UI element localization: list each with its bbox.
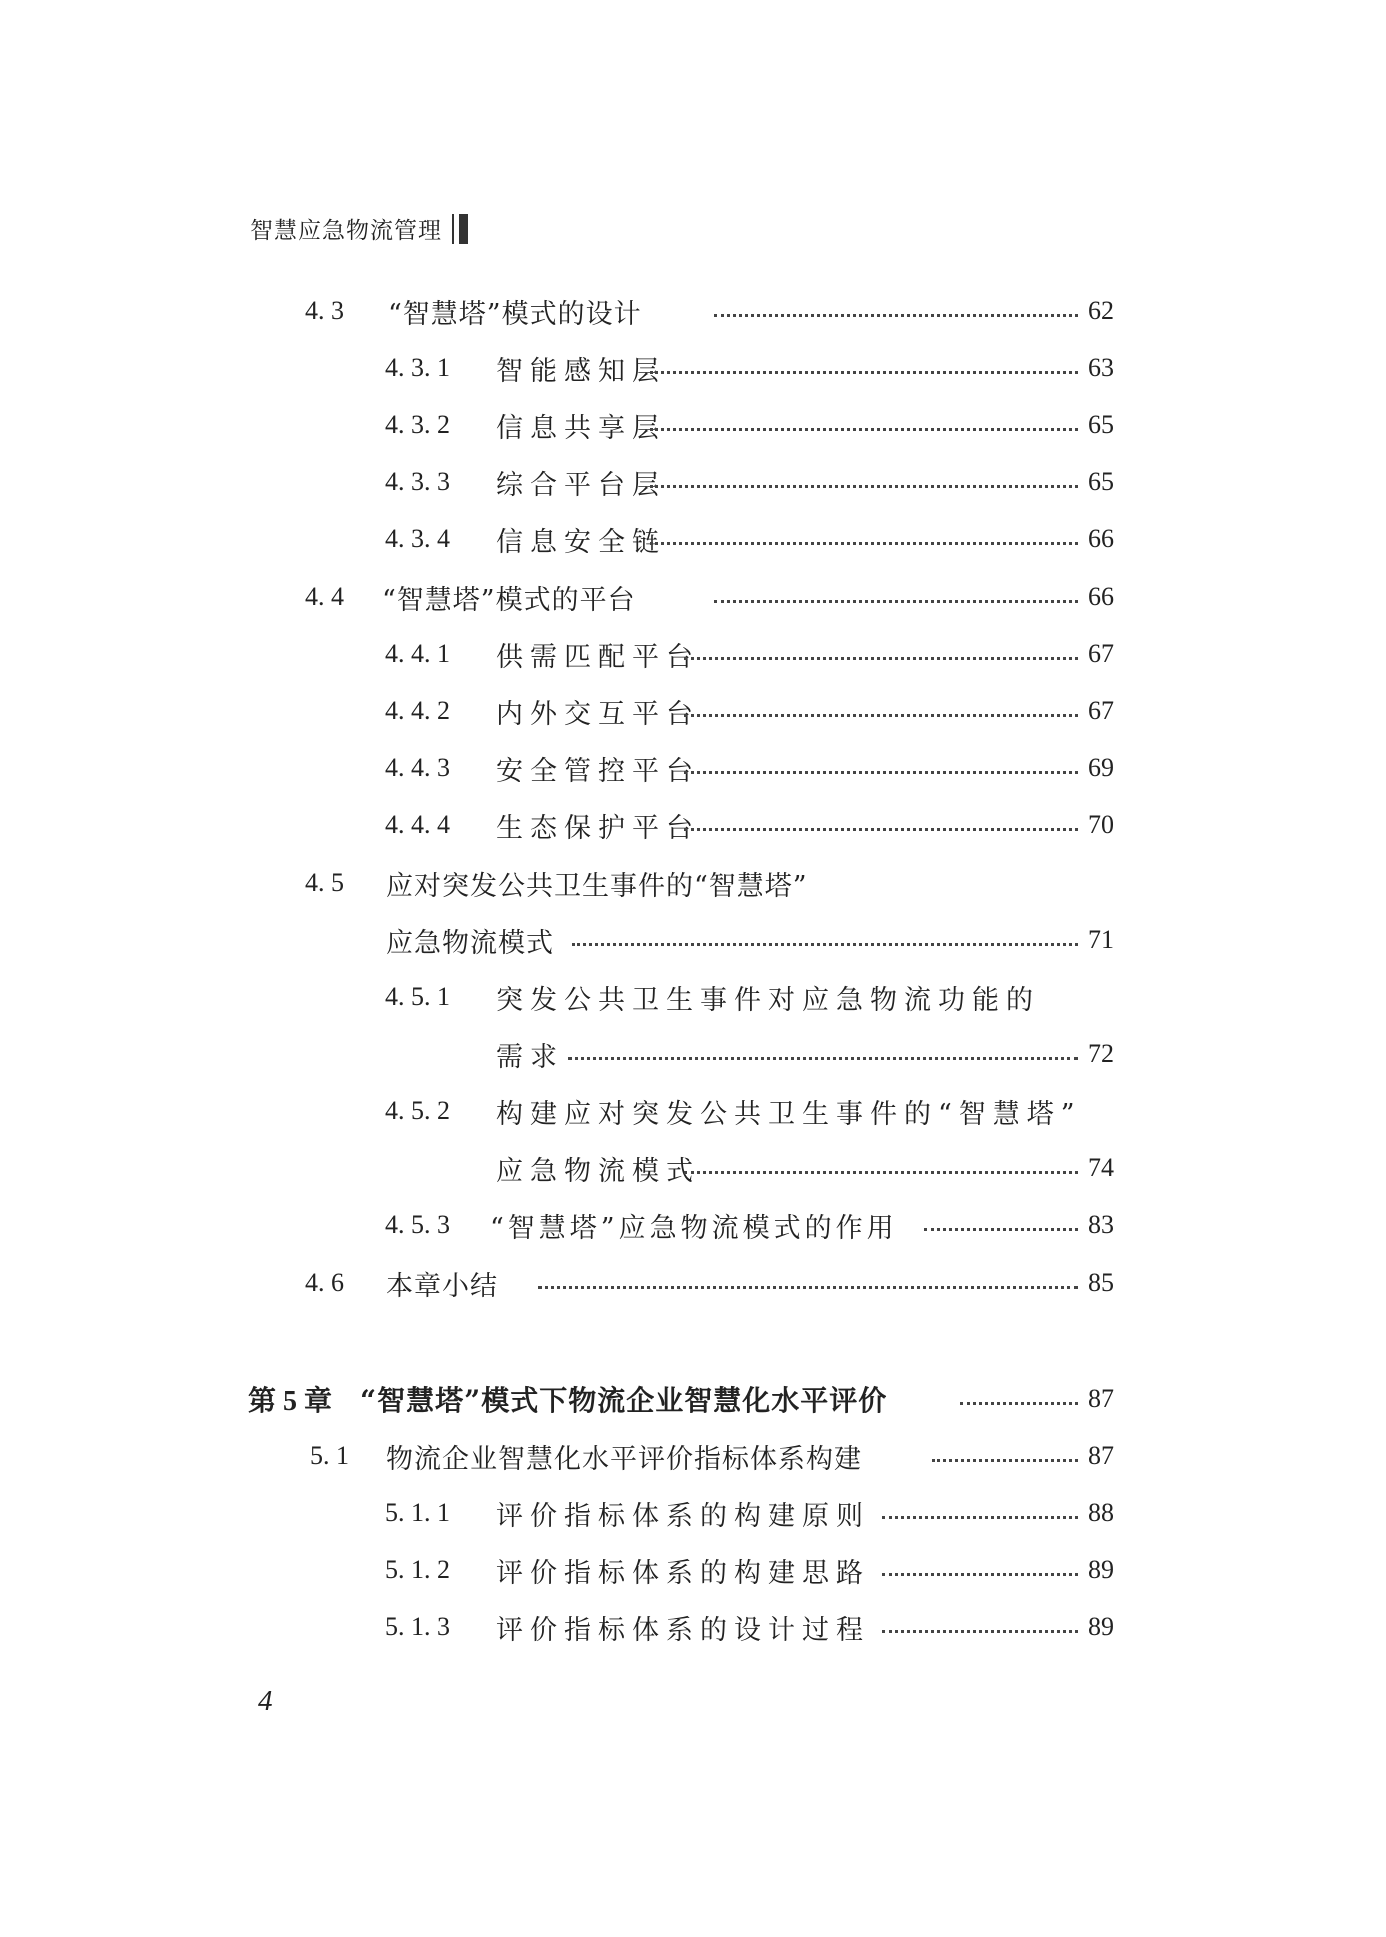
toc-entry-number: 4. 3. 1 (385, 353, 450, 382)
toc-entry[interactable] (0, 343, 1386, 393)
toc-chapter-title: “智慧塔”模式下物流企业智慧化水平评价 (360, 1384, 888, 1417)
toc-entry-page: 62 (1088, 296, 1114, 325)
toc-entry-title: 供需匹配平台 (496, 641, 700, 673)
toc-leader (684, 1143, 1078, 1193)
toc-entry-page: 72 (1088, 1039, 1114, 1068)
toc-entry-title: 应急物流模式 (386, 927, 554, 959)
toc-entry[interactable] (0, 1431, 1386, 1481)
toc-entry-number: 4. 3 (305, 296, 344, 325)
toc-entry-page: 83 (1088, 1210, 1114, 1239)
toc-entry[interactable] (0, 286, 1386, 336)
toc-entry-page: 69 (1088, 753, 1114, 782)
toc-leader (650, 343, 1078, 393)
toc-entry-page: 89 (1088, 1555, 1114, 1584)
toc-entry[interactable] (0, 514, 1386, 564)
toc-leader (714, 286, 1078, 336)
page-number: 4 (258, 1685, 273, 1717)
running-head-thick-bar (459, 214, 468, 244)
toc-entry-page: 70 (1088, 810, 1114, 839)
toc-leader (932, 1431, 1078, 1481)
toc-leader (684, 743, 1078, 793)
toc-entry-continuation[interactable] (0, 1143, 1386, 1193)
toc-entry-number: 4. 4. 4 (385, 810, 450, 839)
toc-leader (650, 514, 1078, 564)
toc-leader (684, 629, 1078, 679)
toc-entry[interactable] (0, 629, 1386, 679)
running-head (250, 212, 468, 245)
toc-leader (568, 1029, 1078, 1079)
toc-entry-title: 评价指标体系的设计过程 (496, 1614, 870, 1646)
toc-entry[interactable] (0, 400, 1386, 450)
toc-entry-number: 4. 4. 3 (385, 753, 450, 782)
toc-entry-title: 物流企业智慧化水平评价指标体系构建 (386, 1443, 862, 1475)
toc-entry[interactable] (0, 1488, 1386, 1538)
toc-leader (650, 457, 1078, 507)
toc-entry-page: 74 (1088, 1153, 1114, 1182)
toc-entry-title: “智慧塔”模式的平台 (382, 584, 636, 616)
toc-entry[interactable] (0, 743, 1386, 793)
toc-entry-number: 4. 3. 4 (385, 524, 450, 553)
toc-entry-page: 87 (1088, 1384, 1114, 1413)
toc-entry-page: 71 (1088, 925, 1114, 954)
toc-entry-title: 安全管控平台 (496, 755, 700, 787)
toc-entry-continuation[interactable] (0, 1029, 1386, 1079)
toc-entry-title: 信息共享层 (496, 412, 666, 444)
toc-entry-page: 87 (1088, 1441, 1114, 1470)
toc-entry-page: 65 (1088, 467, 1114, 496)
toc-leader (960, 1374, 1078, 1424)
toc-entry[interactable] (0, 1545, 1386, 1595)
toc-entry[interactable] (0, 457, 1386, 507)
toc-entry-number: 5. 1. 3 (385, 1612, 450, 1641)
toc-entry-title: “智慧塔”应急物流模式的作用 (490, 1212, 898, 1244)
toc-leader (882, 1545, 1078, 1595)
toc-entry[interactable] (0, 972, 1386, 1022)
toc-entry-page: 67 (1088, 696, 1114, 725)
toc-leader (538, 1258, 1078, 1308)
toc-entry-page: 63 (1088, 353, 1114, 382)
toc-entry-title: 综合平台层 (496, 469, 666, 501)
toc-chapter-number: 第 5 章 (248, 1386, 333, 1417)
toc-entry[interactable] (0, 800, 1386, 850)
toc-entry-title: 本章小结 (386, 1270, 498, 1302)
toc-entry-number: 4. 5. 2 (385, 1096, 450, 1125)
toc-entry-number: 4. 5. 3 (385, 1210, 450, 1239)
toc-entry-number: 4. 3. 2 (385, 410, 450, 439)
toc-entry[interactable] (0, 858, 1386, 908)
toc-entry[interactable] (0, 1200, 1386, 1250)
toc-entry-title: 内外交互平台 (496, 698, 700, 730)
toc-entry-title: 需求 (496, 1041, 564, 1073)
toc-leader (714, 572, 1078, 622)
toc-leader (882, 1488, 1078, 1538)
toc-leader (572, 915, 1078, 965)
toc-entry-number: 4. 5. 1 (385, 982, 450, 1011)
running-head-title: 智慧应急物流管理 (250, 218, 442, 244)
toc-leader (924, 1200, 1078, 1250)
toc-entry-title: 评价指标体系的构建原则 (496, 1500, 870, 1532)
toc-entry-page: 65 (1088, 410, 1114, 439)
toc-entry-page: 88 (1088, 1498, 1114, 1527)
toc-leader (882, 1602, 1078, 1652)
toc-entry-title: 构建应对突发公共卫生事件的“智慧塔” (496, 1098, 1082, 1130)
toc-entry-number: 4. 4. 1 (385, 639, 450, 668)
toc-entry[interactable] (0, 1086, 1386, 1136)
toc-chapter-entry[interactable] (0, 1374, 1386, 1424)
toc-leader (684, 800, 1078, 850)
toc-entry-title: 应对突发公共卫生事件的“智慧塔” (386, 870, 808, 902)
toc-entry-number: 4. 5 (305, 868, 344, 897)
running-head-bars (452, 214, 468, 244)
running-head-thin-bar (452, 214, 454, 244)
toc-entry-page: 67 (1088, 639, 1114, 668)
toc-entry-title: 信息安全链 (496, 526, 666, 558)
toc-leader (684, 686, 1078, 736)
toc-entry-number: 4. 6 (305, 1268, 344, 1297)
toc-entry-continuation[interactable] (0, 915, 1386, 965)
toc-entry-page: 66 (1088, 582, 1114, 611)
toc-entry-title: 评价指标体系的构建思路 (496, 1557, 870, 1589)
toc-entry-title: 生态保护平台 (496, 812, 700, 844)
toc-entry-title: “智慧塔”模式的设计 (388, 298, 642, 330)
toc-entry-number: 4. 4. 2 (385, 696, 450, 725)
toc-entry-number: 4. 3. 3 (385, 467, 450, 496)
toc-entry-title: 智能感知层 (496, 355, 666, 387)
toc-entry-number: 5. 1 (310, 1441, 349, 1470)
toc-entry-number: 5. 1. 1 (385, 1498, 450, 1527)
toc-entry-page: 66 (1088, 524, 1114, 553)
toc-entry[interactable] (0, 686, 1386, 736)
toc-leader (650, 400, 1078, 450)
toc-entry-page: 89 (1088, 1612, 1114, 1641)
toc-entry-title: 突发公共卫生事件对应急物流功能的 (496, 984, 1040, 1016)
toc-entry[interactable] (0, 572, 1386, 622)
toc-entry-page: 85 (1088, 1268, 1114, 1297)
toc-entry-number: 4. 4 (305, 582, 344, 611)
toc-entry-title: 应急物流模式 (496, 1155, 700, 1187)
toc-entry[interactable] (0, 1258, 1386, 1308)
toc-entry-number: 5. 1. 2 (385, 1555, 450, 1584)
toc-entry[interactable] (0, 1602, 1386, 1652)
